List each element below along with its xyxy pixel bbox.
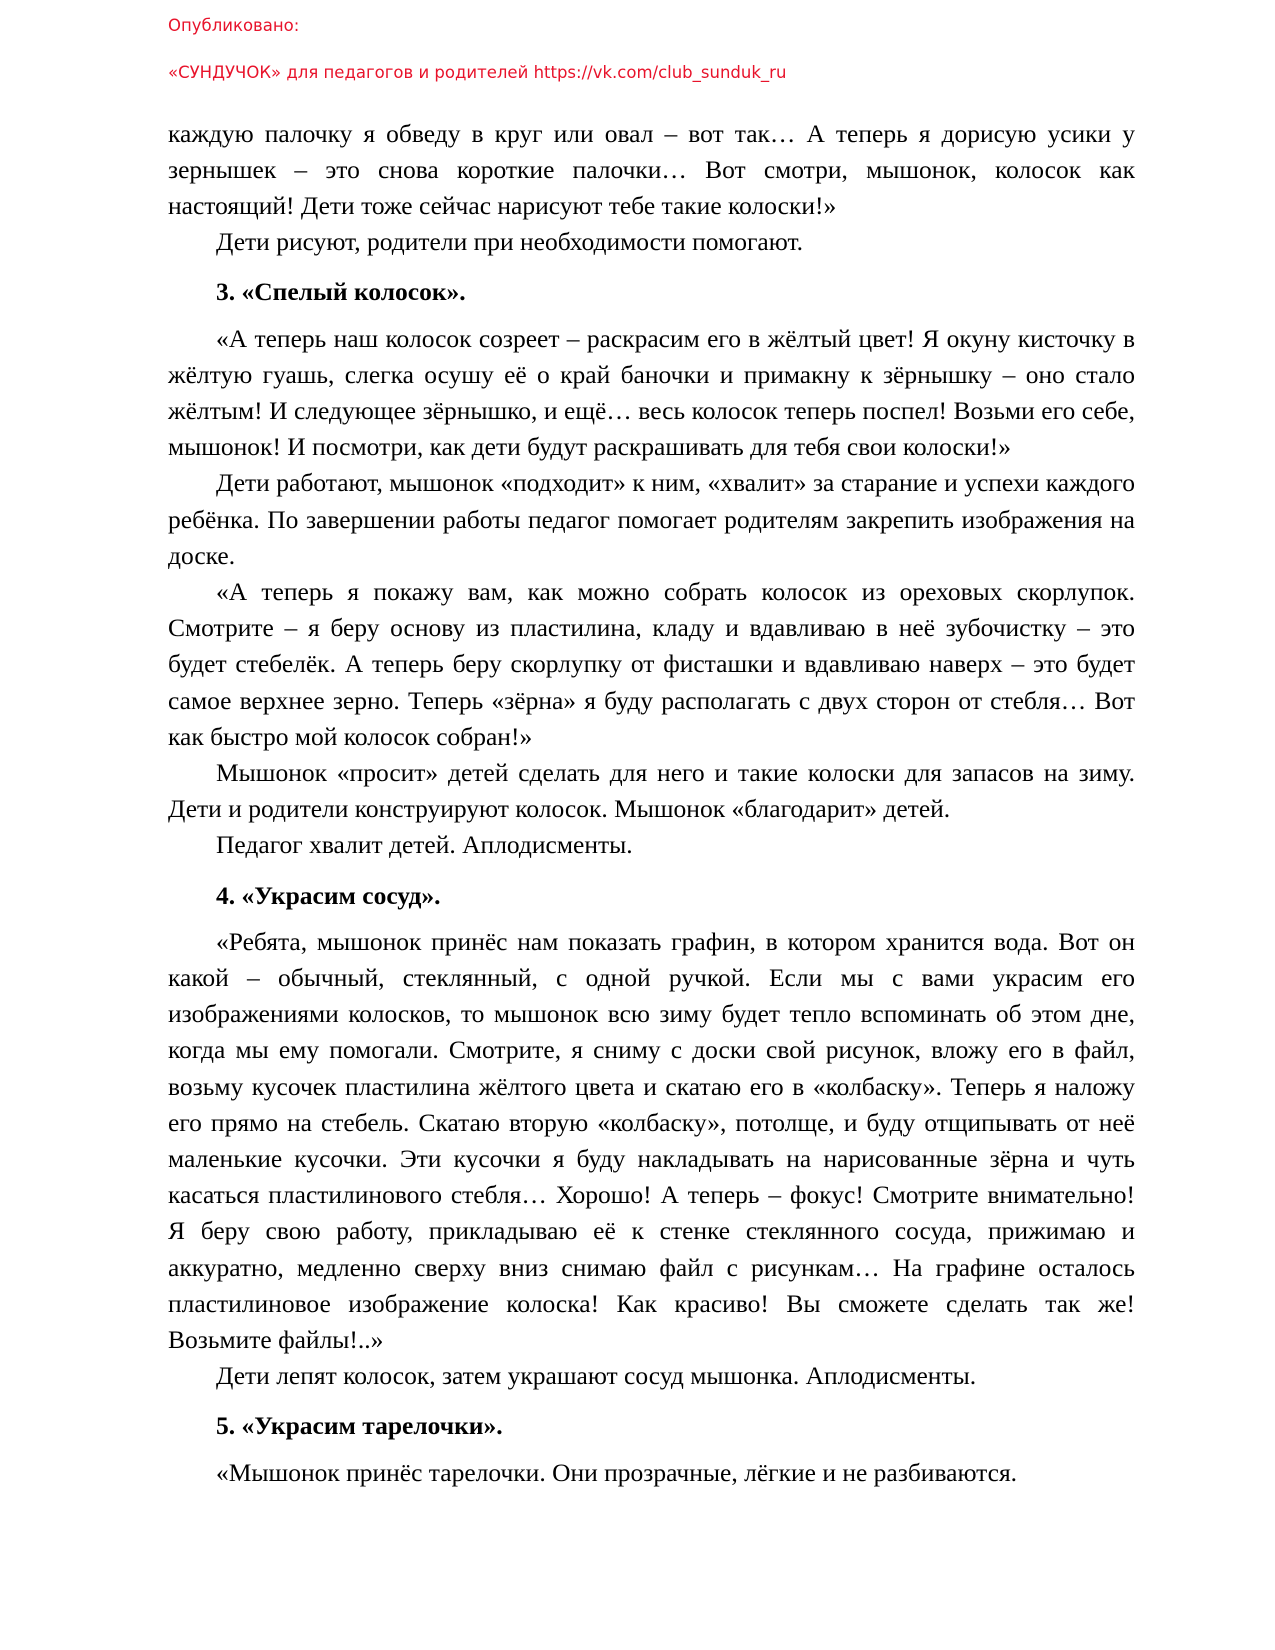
published-label: Опубликовано: <box>168 16 300 35</box>
publication-header <box>168 14 1135 86</box>
paragraph-ripe-spikelet: «А теперь наш колосок созреет – раскрасим его в жёлтый цвет! Я окуну кисточку в жёлтую гуашь, слегка осушу её о край баночки и примакну к зёрнышку – оно стало жёлтым! И следующее зёрнышко, и ещё… весь колосок теперь поспел! Возьми его себе, мышонок! И посмотри, как дети будут раскрашивать для тебя свои колоски!» <box>168 323 1135 462</box>
paragraph-mouse-asks: Мышонок «просит» детей сделать для него и такие колоски для запасов на зиму. Дети и родители конструируют колосок. Мышонок «благодарит» детей. <box>168 757 1135 824</box>
section-heading-5: 5. «Украсим тарелочки». <box>216 1411 503 1441</box>
paragraph-nutshell-spikelet: «А теперь я покажу вам, как можно собрать колосок из ореховых скорлупок. Смотрите – я беру основу из пластилина, кладу и вдавливаю в неё зубочистку – это будет стебелёк. А теперь беру скорлупку от фисташки и вдавливаю наверх – это будет самое верхнее зерно. Теперь «зёрна» я буду располагать с двух сторон от стебля… Вот как быстро мой колосок собран!» <box>168 576 1135 751</box>
publication-source-text: «СУНДУЧОК» для педагогов и родителей <box>168 62 534 82</box>
publication-source <box>168 61 1135 86</box>
paragraph-decorate-vessel: «Ребята, мышонок принёс нам показать графин, в котором хранится вода. Вот он какой – обычный, стеклянный, с одной ручкой. Если мы с вами украсим его изображениями колосков, то мышонок всю зиму будет тепло вспоминать об этом дне, когда мы ему помогали. Смотрите, я сниму с доски свой рисунок, вложу его в файл, возьму кусочек пластилина жёлтого цвета и скатаю его в «колбаску». Теперь я наложу его прямо на стебель. Скатаю вторую «колбаску», потолще, и буду отщипывать от неё маленькие кусочки. Эти кусочки я буду накладывать на нарисованные зёрна и чуть касаться пластилинового стебля… Хорошо! А теперь – фокус! Смотрите внимательно! Я беру свою работу, прикладываю её к стенке стеклянного сосуда, прижимаю и аккуратно, медленно сверху вниз снимаю файл с рисункам… На графине осталось пластилиновое изображение колоска! Как красиво! Вы сможете сделать так же! Возьмите файлы!..» <box>168 926 1135 1354</box>
paragraph-teacher-praises: Педагог хвалит детей. Аплодисменты. <box>216 830 633 860</box>
paragraph-children-draw: Дети рисуют, родители при необходимости помогают. <box>216 227 804 257</box>
section-heading-3: 3. «Спелый колосок». <box>216 277 466 307</box>
publication-source-link[interactable]: https://vk.com/club_sunduk_ru <box>533 62 787 82</box>
paragraph-children-sculpt: Дети лепят колосок, затем украшают сосуд мышонка. Аплодисменты. <box>216 1361 977 1391</box>
paragraph-continuation: каждую палочку я обведу в круг или овал – вот так… А теперь я дорисую усики у зернышек – это снова короткие палочки… Вот смотри, мышонок, колосок как настоящий! Дети тоже сейчас нарисуют тебе такие колоски!» <box>168 118 1135 220</box>
section-heading-4: 4. «Украсим сосуд». <box>216 880 441 910</box>
document-body <box>168 116 1135 1491</box>
paragraph-children-work: Дети работают, мышонок «подходит» к ним, «хвалит» за старание и успехи каждого ребёнка. По завершении работы педагог помогает родителям закрепить изображения на доске. <box>168 468 1135 570</box>
paragraph-decorate-plates: «Мышонок принёс тарелочки. Они прозрачные, лёгкие и не разбиваются. <box>216 1457 1018 1487</box>
